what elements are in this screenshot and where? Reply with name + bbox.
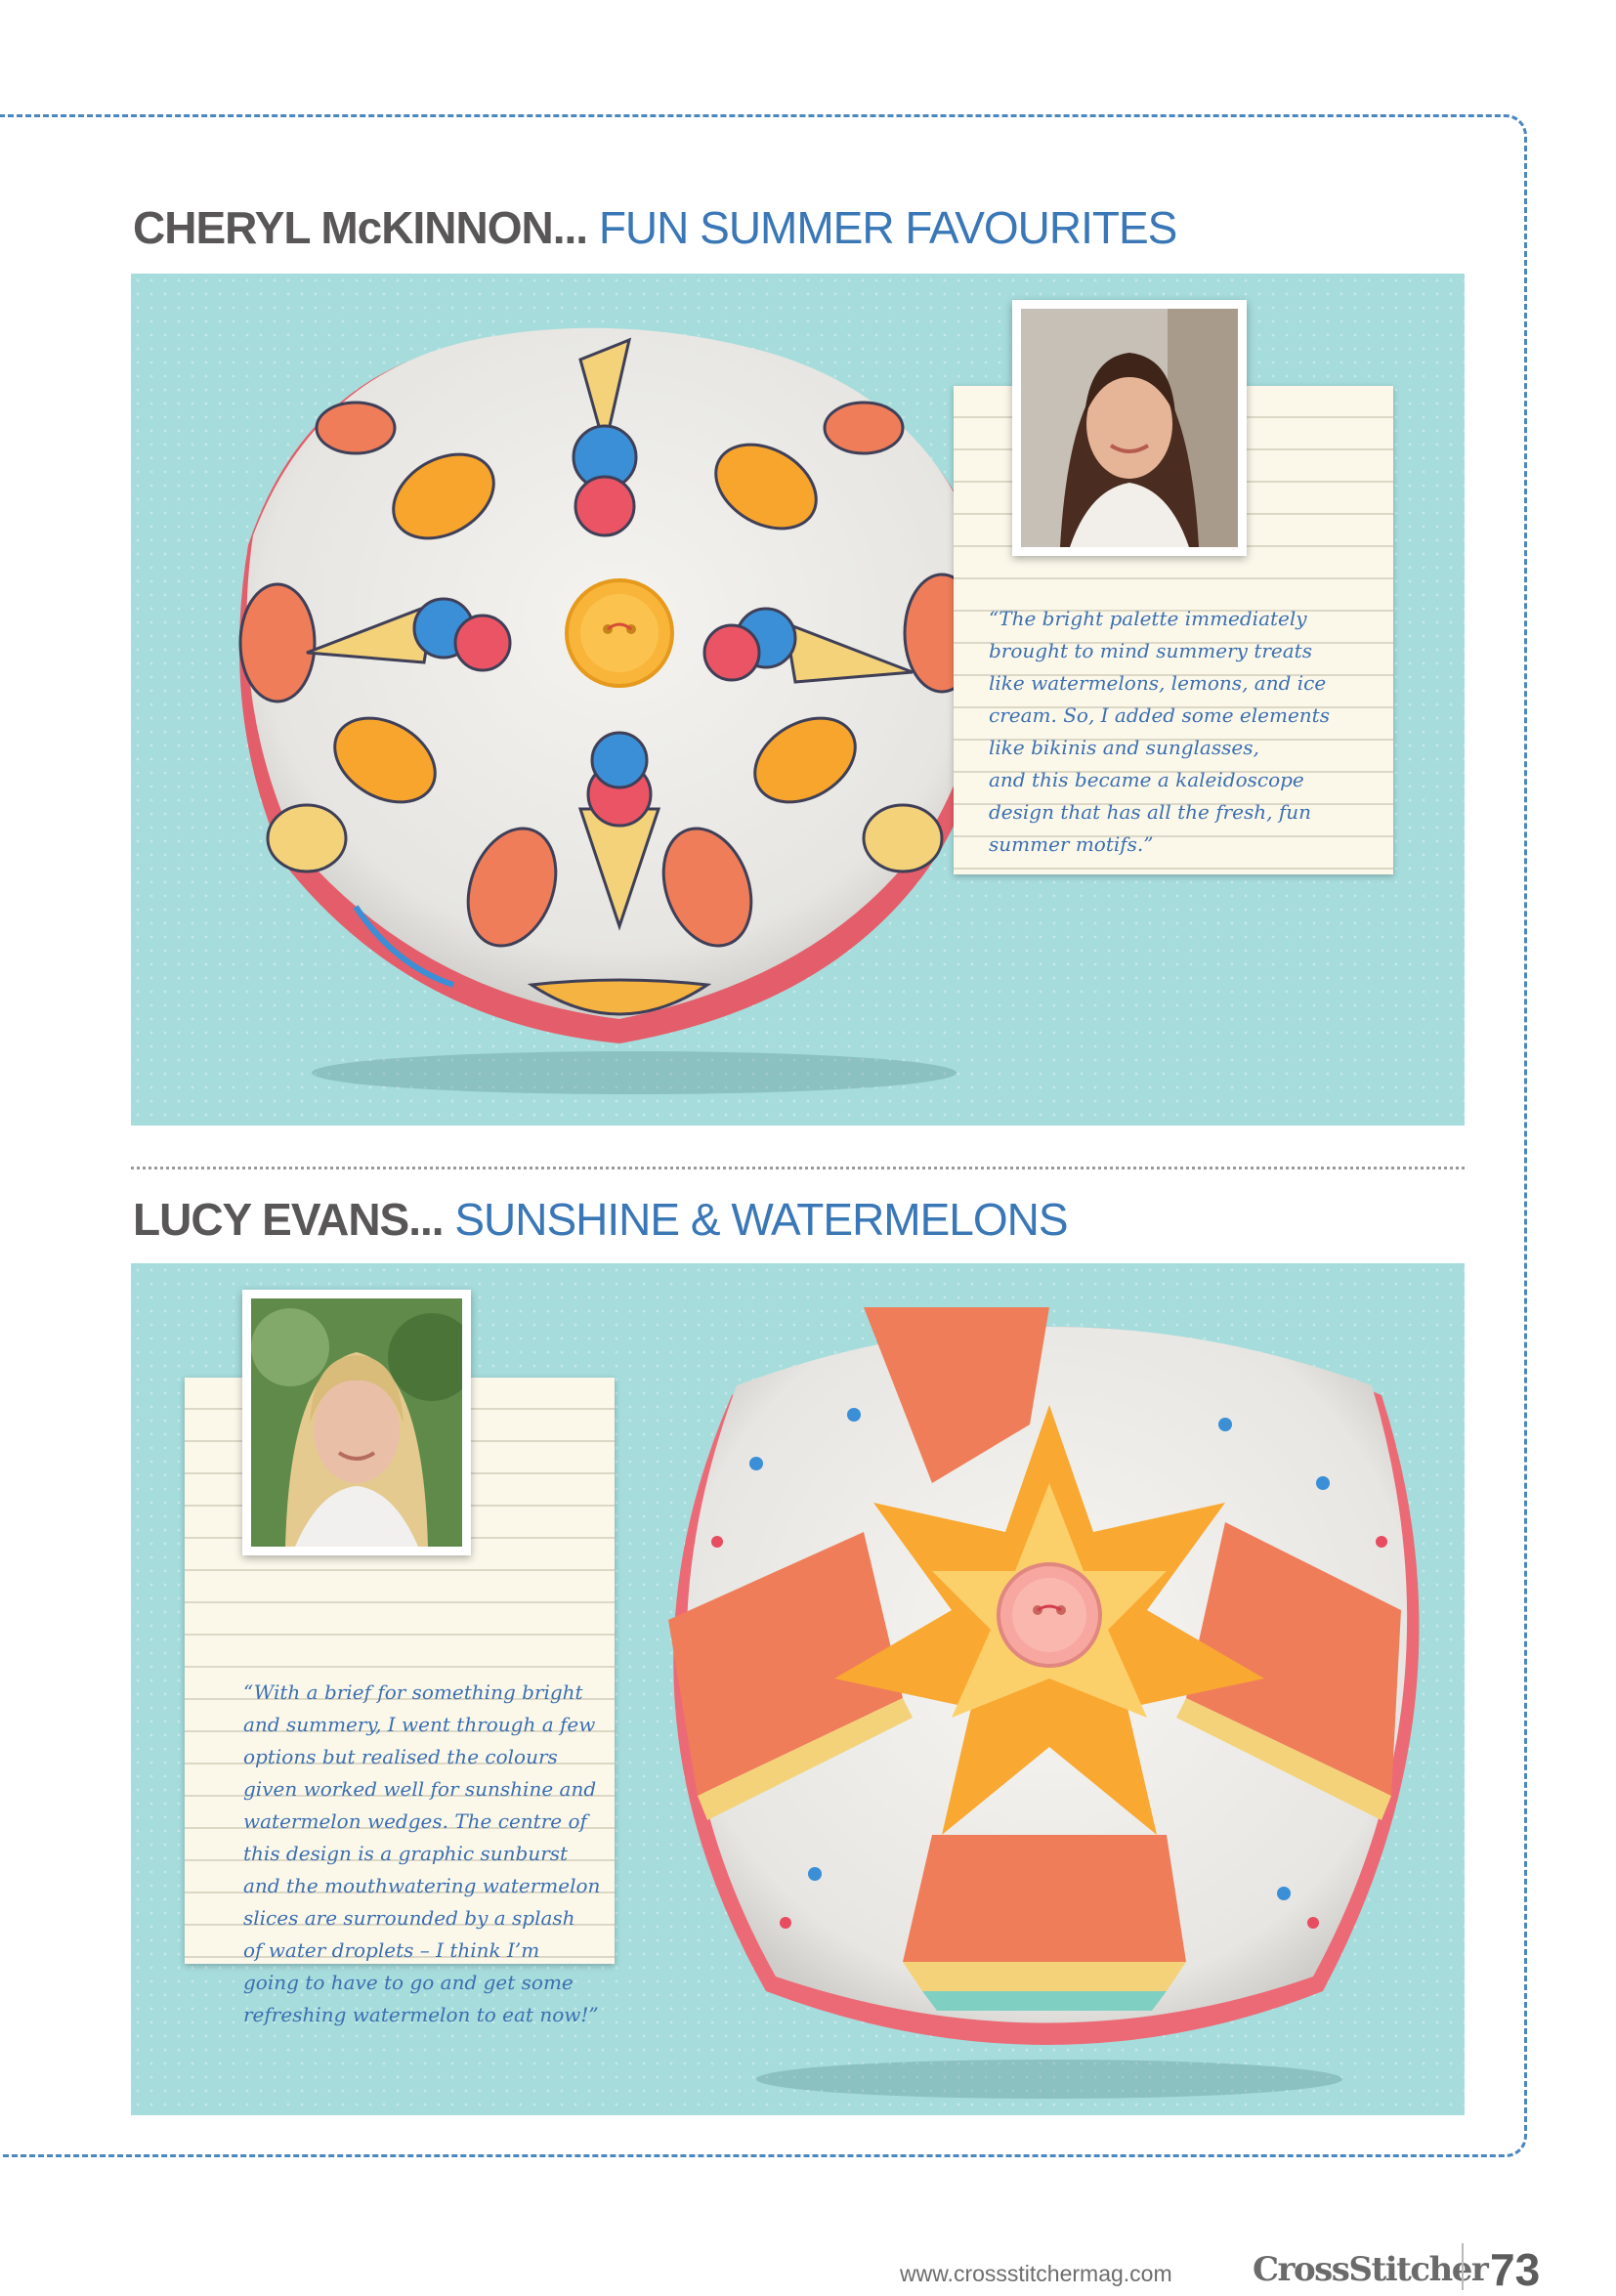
designer-name: CHERYL McKINNON... xyxy=(133,202,588,253)
section1-heading xyxy=(133,202,1177,253)
designer-photo xyxy=(242,1290,471,1555)
section1-panel xyxy=(131,274,1465,1126)
designer-photo xyxy=(1012,300,1247,556)
designer-quote: “With a brief for something bright and summery, I went through a few options but realised the colours given worked well for sunshine and watermelon wedges. The centre of this design is a graphic sunburst and the mouthwatering watermelon slices are surrounded by a splash of water droplets – I think I’m going to have to go and get some refreshing watermelon to eat now!” xyxy=(243,1680,601,2026)
section2-heading xyxy=(133,1194,1068,1245)
design-title: FUN SUMMER FAVOURITES xyxy=(598,202,1177,253)
section2-panel xyxy=(131,1263,1465,2115)
website-url: www.crossstitchermag.com xyxy=(900,2261,1172,2286)
footer-separator xyxy=(1462,2243,1464,2290)
design-title: SUNSHINE & WATERMELONS xyxy=(454,1194,1068,1245)
designer-quote: “The bright palette immediately brought to mind summery treats like watermelons, lemons, and ice cream. So, I added some elements like bikinis and sunglasses, and this became a kaleidoscope design that has all the fresh, fun summer motifs.” xyxy=(989,607,1330,856)
designer-name: LUCY EVANS... xyxy=(133,1194,444,1245)
portrait-image xyxy=(1021,309,1238,547)
section-divider xyxy=(131,1167,1465,1169)
pincushion-image xyxy=(639,1288,1440,2104)
pincushion-image xyxy=(160,301,1079,1102)
portrait-image xyxy=(251,1298,462,1547)
magazine-logo: CrossStitcher xyxy=(1253,2250,1488,2289)
page-number: 73 xyxy=(1490,2244,1541,2295)
